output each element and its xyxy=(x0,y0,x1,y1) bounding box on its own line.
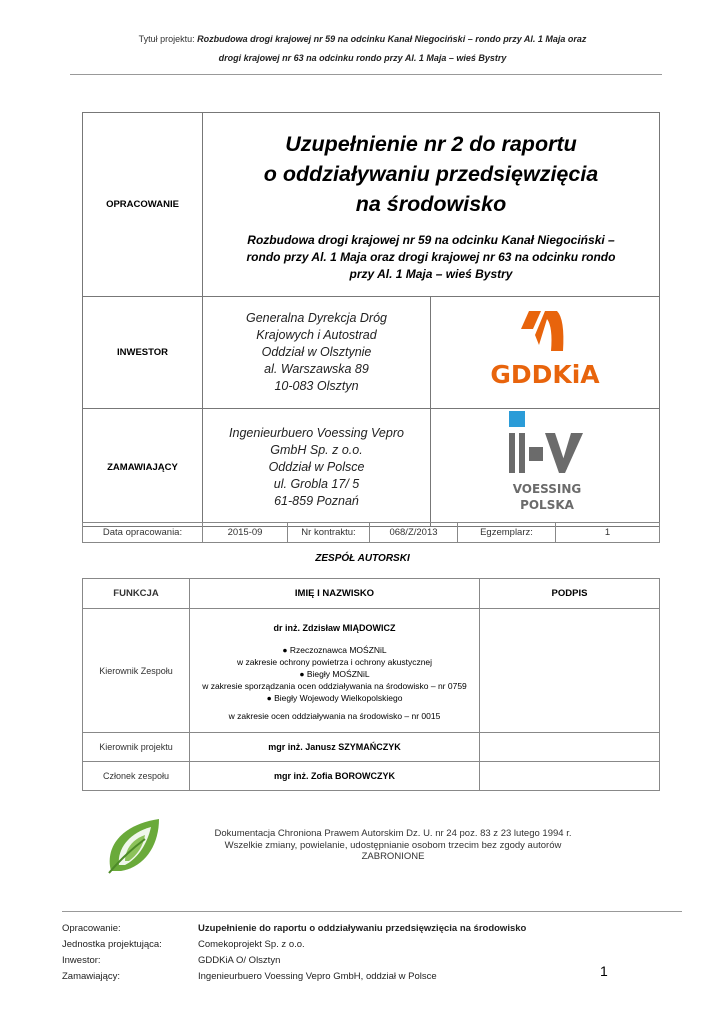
qualification-line: w zakresie sporządzania ocen oddziaływania na środowisko – nr 0759 xyxy=(202,680,467,691)
copy-label: Egzemplarz: xyxy=(458,523,556,543)
header-divider xyxy=(70,74,662,75)
gddkia-wordmark: GDDKiA xyxy=(490,360,600,389)
zamawiajacy-address xyxy=(203,409,431,527)
leaf-logo xyxy=(105,815,165,882)
team-table xyxy=(82,578,660,791)
gddkia-stripe-icon xyxy=(521,311,541,329)
document-title xyxy=(213,129,649,219)
page-header xyxy=(0,30,725,68)
address-line: Ingenieurbuero Voessing Vepro xyxy=(229,426,404,440)
footer-value: GDDKiA O/ Olsztyn xyxy=(198,955,281,966)
col-header-function: FUNKCJA xyxy=(83,579,190,609)
footer-key: Zamawiający: xyxy=(62,971,121,982)
title-cell xyxy=(203,113,660,297)
voessing-wordmark-1: VOESSING xyxy=(512,482,582,496)
date-value: 2015-09 xyxy=(203,523,288,543)
voessing-block-icon xyxy=(529,447,543,461)
role-cell: Kierownik projektu xyxy=(83,733,190,762)
footer-divider xyxy=(62,911,682,912)
leader-cell xyxy=(190,609,480,733)
role-cell: Członek zespołu xyxy=(83,762,190,791)
subtitle-line: Rozbudowa drogi krajowej nr 59 na odcinku Kanał Niegociński – xyxy=(247,232,615,247)
copyright-notice xyxy=(188,828,598,863)
signature-cell xyxy=(480,733,660,762)
header-line1: Rozbudowa drogi krajowej nr 59 na odcinku Kanał Niegociński – rondo przy Al. 1 Maja oraz xyxy=(197,34,587,44)
address-line: Oddział w Olsztynie xyxy=(261,345,372,359)
leader-name: dr inż. Zdzisław MIĄDOWICZ xyxy=(273,622,396,633)
col-header-name: IMIĘ I NAZWISKO xyxy=(190,579,480,609)
signature-cell xyxy=(480,762,660,791)
qualification-line: ● Rzeczoznawca MOŚZNiL xyxy=(282,644,387,655)
subtitle-line: rondo przy Al. 1 Maja oraz drogi krajowej nr 63 na odcinku rondo xyxy=(246,249,616,264)
document-subtitle xyxy=(213,232,649,283)
name-cell: mgr inż. Janusz SZYMAŃCZYK xyxy=(190,733,480,762)
opracowanie-label: OPRACOWANIE xyxy=(83,113,203,297)
title-line: Uzupełnienie nr 2 do raportu xyxy=(285,131,577,156)
col-header-signature: PODPIS xyxy=(480,579,660,609)
zamawiajacy-label: ZAMAWIAJĄCY xyxy=(83,409,203,527)
qualification-line: ● Biegły Wojewody Wielkopolskiego xyxy=(266,692,403,703)
team-title: ZESPÓŁ AUTORSKI xyxy=(315,553,410,564)
table-row xyxy=(83,609,660,733)
page-number: 1 xyxy=(600,963,608,979)
role-cell: Kierownik Zespołu xyxy=(83,609,190,733)
date-label: Data opracowania: xyxy=(83,523,203,543)
footer-row xyxy=(62,937,526,953)
voessing-logo-mark xyxy=(475,409,615,521)
signature-cell xyxy=(480,609,660,733)
footer-row xyxy=(62,969,526,985)
footer-value: Uzupełnienie do raportu o oddziaływaniu przedsięwzięcia na środowisko xyxy=(198,923,527,934)
footer-value: Comekoprojekt Sp. z o.o. xyxy=(198,939,305,950)
gddkia-logo xyxy=(431,297,660,409)
title-line: o oddziaływaniu przedsięwzięcia xyxy=(263,161,599,186)
copyright-line: Dokumentacja Chroniona Prawem Autorskim Dz. U. nr 24 poz. 83 z 23 lutego 1994 r. xyxy=(214,828,572,839)
leaf-icon xyxy=(105,815,165,877)
subtitle-line: przy Al. 1 Maja – wieś Bystry xyxy=(349,266,513,281)
inwestor-label: INWESTOR xyxy=(83,297,203,409)
copyright-line: ZABRONIONE xyxy=(361,851,425,862)
address-line: al. Warszawska 89 xyxy=(264,362,369,376)
address-line: Krajowych i Autostrad xyxy=(256,328,377,342)
qualification-line: w zakresie ochrony powietrza i ochrony akustycznej xyxy=(236,656,433,667)
voessing-v-right-icon xyxy=(559,433,583,473)
gddkia-arc-icon xyxy=(535,311,563,351)
address-line: 10-083 Olsztyn xyxy=(274,379,359,393)
contract-label: Nr kontraktu: xyxy=(288,523,370,543)
gddkia-logo-mark xyxy=(475,305,615,395)
voessing-logo xyxy=(431,409,660,527)
voessing-bar-icon xyxy=(509,433,515,473)
address-line: Oddział w Polsce xyxy=(268,460,365,474)
table-row xyxy=(83,762,660,791)
footer-row xyxy=(62,921,526,937)
contract-value: 068/Z/2013 xyxy=(370,523,458,543)
page-footer xyxy=(62,921,526,985)
title-line: na środowisko xyxy=(355,191,507,216)
address-line: Generalna Dyrekcja Dróg xyxy=(245,311,388,325)
footer-key: Opracowanie: xyxy=(62,923,121,934)
header-line2: drogi krajowej nr 63 na odcinku rondo przy Al. 1 Maja – wieś Bystry xyxy=(218,53,507,63)
name-cell: mgr inż. Zofia BOROWCZYK xyxy=(190,762,480,791)
title-table xyxy=(82,112,660,527)
copyright-line: Wszelkie zmiany, powielanie, udostępnianie osobom trzecim bez zgody autorów xyxy=(224,839,562,851)
address-line: 61-859 Poznań xyxy=(274,494,359,508)
qualification-line: ● Biegły MOŚZNiL xyxy=(299,668,370,679)
footer-key: Inwestor: xyxy=(62,955,101,966)
table-row xyxy=(83,733,660,762)
meta-table xyxy=(82,522,660,543)
voessing-square-icon xyxy=(509,411,525,427)
voessing-bar-icon xyxy=(519,433,525,473)
inwestor-address xyxy=(203,297,431,409)
footer-row xyxy=(62,953,526,969)
qualification-line: w zakresie ocen oddziaływania na środowisko – nr 0015 xyxy=(228,710,441,721)
header-label: Tytuł projektu: xyxy=(138,34,195,44)
footer-value: Ingenieurbuero Voessing Vepro GmbH, oddział w Polsce xyxy=(198,971,437,982)
address-line: GmbH Sp. z o.o. xyxy=(270,443,363,457)
address-line: ul. Grobla 17/ 5 xyxy=(273,477,360,491)
footer-key: Jednostka projektująca: xyxy=(62,939,162,950)
voessing-wordmark-2: POLSKA xyxy=(520,498,574,512)
copy-value: 1 xyxy=(556,523,660,543)
